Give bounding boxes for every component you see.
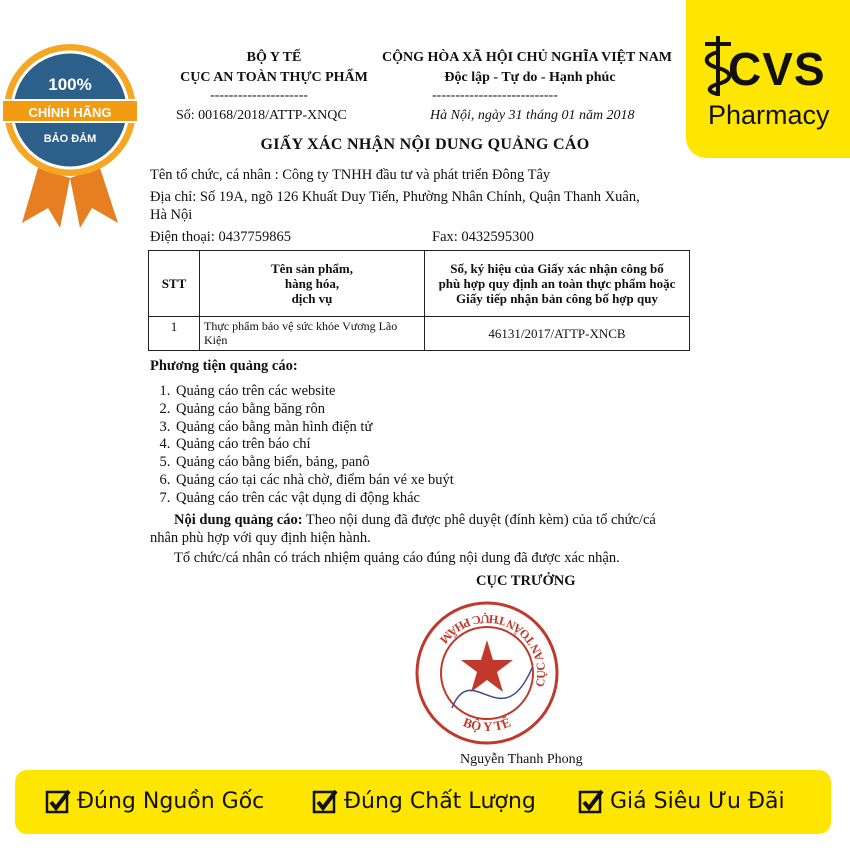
official-stamp	[412, 598, 562, 748]
header-product-line: hàng hóa,	[284, 276, 340, 291]
star-icon	[461, 640, 513, 692]
table-row	[149, 317, 690, 351]
list-item: 5. Quảng cáo bằng biển, bảng, panô	[174, 454, 454, 472]
content-text-1: Theo nội dung đã được phê duyệt (đính kèm) của tổ chức/cá	[302, 512, 656, 528]
header-cert-line: Giấy tiếp nhận bản công bố hợp quy	[456, 291, 658, 306]
header-dashes-left: ---------------------	[210, 88, 308, 103]
document-title: GIẤY XÁC NHẬN NỘI DUNG QUẢNG CÁO	[260, 136, 590, 153]
claim-origin-text: Đúng Nguồn Gốc	[77, 788, 265, 814]
list-item: 4. Quảng cáo trên báo chí	[174, 436, 454, 454]
check-icon	[45, 788, 71, 814]
badge-top-text: 100%	[48, 75, 92, 94]
phone-number: Điện thoại: 0437759865	[150, 229, 291, 245]
table-header-row	[149, 251, 690, 317]
stamp-ring-text: CỤC AN TOÀN THỰC PHẨM	[437, 611, 549, 688]
organization-line: Tên tổ chức, cá nhân : Công ty TNHH đầu tư và phát triển Đông Tây	[150, 167, 551, 183]
content-label: Nội dung quảng cáo:	[174, 512, 303, 528]
check-icon	[312, 788, 338, 814]
republic-name: CỘNG HÒA XÃ HỘI CHỦ NGHĨA VIỆT NAM	[382, 50, 673, 65]
stamp-top-text: BỘ Y TẾ	[461, 714, 513, 735]
header-product	[200, 251, 425, 317]
responsibility-note: Tổ chức/cá nhân có trách nhiệm quảng cáo đúng nội dung đã được xác nhận.	[174, 550, 620, 566]
header-dashes-right: ---------------------------	[432, 88, 558, 103]
document-date: Hà Nội, ngày 31 tháng 01 năm 2018	[430, 108, 635, 123]
claim-quality-text: Đúng Chất Lượng	[344, 788, 536, 814]
document-number: Số: 00168/2018/ATTP-XNQC	[176, 108, 347, 123]
media-list	[150, 383, 454, 508]
address-line-2: Hà Nội	[150, 207, 193, 223]
list-item: 3. Quảng cáo bằng màn hình điện tử	[174, 419, 454, 437]
product-table	[148, 250, 690, 351]
logo-subtitle: Pharmacy	[708, 100, 830, 130]
media-heading: Phương tiện quảng cáo:	[150, 358, 298, 374]
list-item: 6. Quảng cáo tại các nhà chờ, điểm bán vé xe buýt	[174, 472, 454, 490]
national-motto: Độc lập - Tự do - Hạnh phúc	[444, 70, 616, 85]
list-item: 1. Quảng cáo trên các website	[174, 383, 454, 401]
header-cert-line: phù hợp quy định an toàn thực phẩm hoặc	[438, 276, 676, 291]
department-name: CỤC AN TOÀN THỰC PHẨM	[180, 70, 368, 85]
content-paragraph	[174, 511, 656, 529]
claim-origin	[45, 788, 264, 814]
fax-number: Fax: 0432595300	[432, 229, 534, 245]
list-item: 7. Quảng cáo trên các vật dụng di động khác	[174, 490, 454, 508]
row-certificate: 46131/2017/ATTP-XNCB	[425, 317, 690, 351]
row-stt: 1	[149, 317, 200, 351]
check-icon	[578, 788, 604, 814]
header-certificate	[425, 251, 690, 317]
address-line-1: Địa chỉ: Số 19A, ngõ 126 Khuất Duy Tiến, Phường Nhân Chính, Quận Thanh Xuân,	[150, 189, 640, 205]
logo-name: CVS	[728, 43, 826, 95]
signatory-role: CỤC TRƯỞNG	[476, 573, 576, 589]
claim-price-text: Giá Siêu Ưu Đãi	[610, 788, 785, 814]
content-text-2: nhân phù hợp với quy định hiện hành.	[150, 530, 371, 546]
header-product-line: dịch vụ	[291, 291, 333, 306]
badge-bottom-text: BẢO ĐẢM	[43, 133, 97, 145]
claim-price	[578, 788, 785, 814]
row-product: Thực phẩm bảo vệ sức khỏe Vương Lão Kiện	[200, 317, 425, 351]
badge-ribbon-text: CHÍNH HÃNG	[28, 105, 112, 120]
header-cert-line: Số, ký hiệu của Giấy xác nhận công bố	[450, 261, 664, 276]
list-item: 2. Quảng cáo bằng băng rôn	[174, 401, 454, 419]
signatory-name: Nguyễn Thanh Phong	[460, 752, 583, 767]
authentic-badge	[0, 18, 140, 228]
claim-quality	[312, 788, 536, 814]
header-product-line: Tên sản phẩm,	[271, 261, 353, 276]
ministry-name: BỘ Y TẾ	[246, 50, 302, 65]
header-stt: STT	[149, 251, 200, 317]
